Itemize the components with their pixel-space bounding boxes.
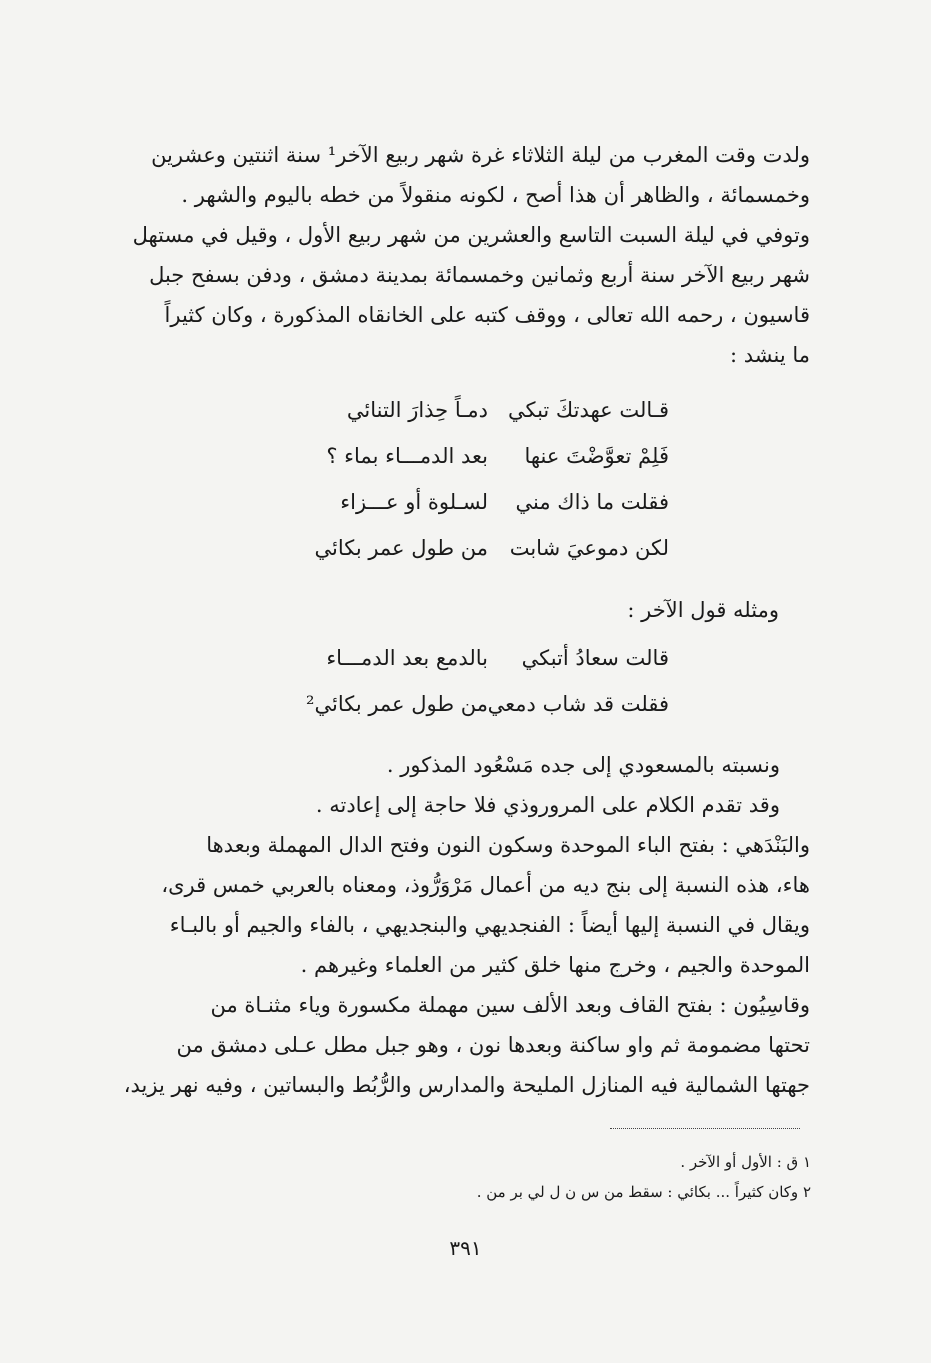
verse-second-hemistich: من طول عمر بكائي² bbox=[306, 692, 488, 716]
paragraph-biography bbox=[120, 135, 810, 375]
text-line: ولدت وقت المغرب من ليلة الثلاثاء غرة شهر ربيع الآخر¹ سنة اثنتين وعشرين bbox=[151, 143, 810, 167]
verse-second-hemistich: بالدمع بعد الدمـــاء bbox=[326, 646, 488, 670]
verse-first-hemistich: فَلِمْ تعوَّضْتَ عنها bbox=[524, 444, 669, 468]
verse-line bbox=[0, 684, 931, 724]
text-line: والبَنْدَهي : بفتح الباء الموحدة وسكون النون وفتح الدال المهملة وبعدها bbox=[206, 833, 810, 857]
footnote: ٢ وكان كثيراً ... بكائي : سقط من س ن ل لي بر من . bbox=[476, 1183, 811, 1201]
verse-second-hemistich: دمـاً حِذارَ التنائي bbox=[346, 398, 488, 422]
text-line: وقد تقدم الكلام على المروروذي فلا حاجة إلى إعادته . bbox=[315, 793, 780, 817]
paragraph-nisba-notes bbox=[120, 745, 810, 1105]
text-line: وخمسمائة ، والظاهر أن هذا أصح ، لكونه منقولاً من خطه باليوم والشهر . bbox=[181, 183, 810, 207]
text-line: ويقال في النسبة إليها أيضاً : الفنجديهي والبنجديهي ، بالفاء والجيم أو بالبـاء bbox=[169, 913, 810, 937]
text-line: قاسيون ، رحمه الله تعالى ، ووقف كتبه على الخانقاه المذكورة ، وكان كثيراً bbox=[164, 303, 810, 327]
verse-first-hemistich: فقلت قد شاب دمعي bbox=[487, 692, 669, 716]
verse-second-hemistich: من طول عمر بكائي bbox=[314, 536, 488, 560]
text-line: وتوفي في ليلة السبت التاسع والعشرين من شهر ربيع الأول ، وقيل في مستهل bbox=[132, 223, 810, 247]
verse-line bbox=[0, 638, 931, 678]
text-line: تحتها مضمومة ثم واو ساكنة وبعدها نون ، وهو جبل مطل عـلى دمشق من bbox=[176, 1033, 810, 1057]
verse-line bbox=[0, 390, 931, 430]
verse-first-hemistich: لكن دموعيَ شابت bbox=[509, 536, 669, 560]
verse-first-hemistich: قالت سعادُ أتبكي bbox=[521, 646, 669, 670]
poem-2-intro: ومثله قول الآخر : bbox=[627, 598, 779, 622]
text-line: هاء، هذه النسبة إلى بنج ديه من أعمال مَرْوَرُّوذ، ومعناه بالعربي خمس قرى، bbox=[161, 873, 810, 897]
text-line: وقاسِيُون : بفتح القاف وبعد الألف سين مهملة مكسورة وياء مثنـاة من bbox=[210, 993, 810, 1017]
page-number: ٣٩١ bbox=[449, 1236, 482, 1260]
text-line: جهتها الشمالية فيه المنازل المليحة والمدارس والرُّبُط والبساتين ، وفيه نهر يزيد، bbox=[123, 1073, 810, 1097]
verse-line bbox=[0, 436, 931, 476]
verse-second-hemistich: بعد الدمـــاء بماء ؟ bbox=[326, 444, 488, 468]
verse-second-hemistich: لسـلوة أو عـــزاء bbox=[340, 490, 488, 514]
verse-line bbox=[0, 528, 931, 568]
text-line: شهر ربيع الآخر سنة أربع وثمانين وخمسمائة بمدينة دمشق ، ودفن بسفح جبل bbox=[149, 263, 810, 287]
verse-first-hemistich: قـالت عهدتكَ تبكي bbox=[507, 398, 669, 422]
text-line: الموحدة والجيم ، وخرج منها خلق كثير من العلماء وغيرهم . bbox=[300, 953, 810, 977]
text-line: ونسبته بالمسعودي إلى جده مَسْعُود المذكور . bbox=[386, 753, 780, 777]
verse-line bbox=[0, 482, 931, 522]
footnote: ١ ق : الأول أو الآخر . bbox=[680, 1153, 811, 1171]
verse-first-hemistich: فقلت ما ذاك مني bbox=[515, 490, 669, 514]
text-line: ما ينشد : bbox=[729, 343, 810, 367]
footnote-divider bbox=[610, 1128, 800, 1129]
